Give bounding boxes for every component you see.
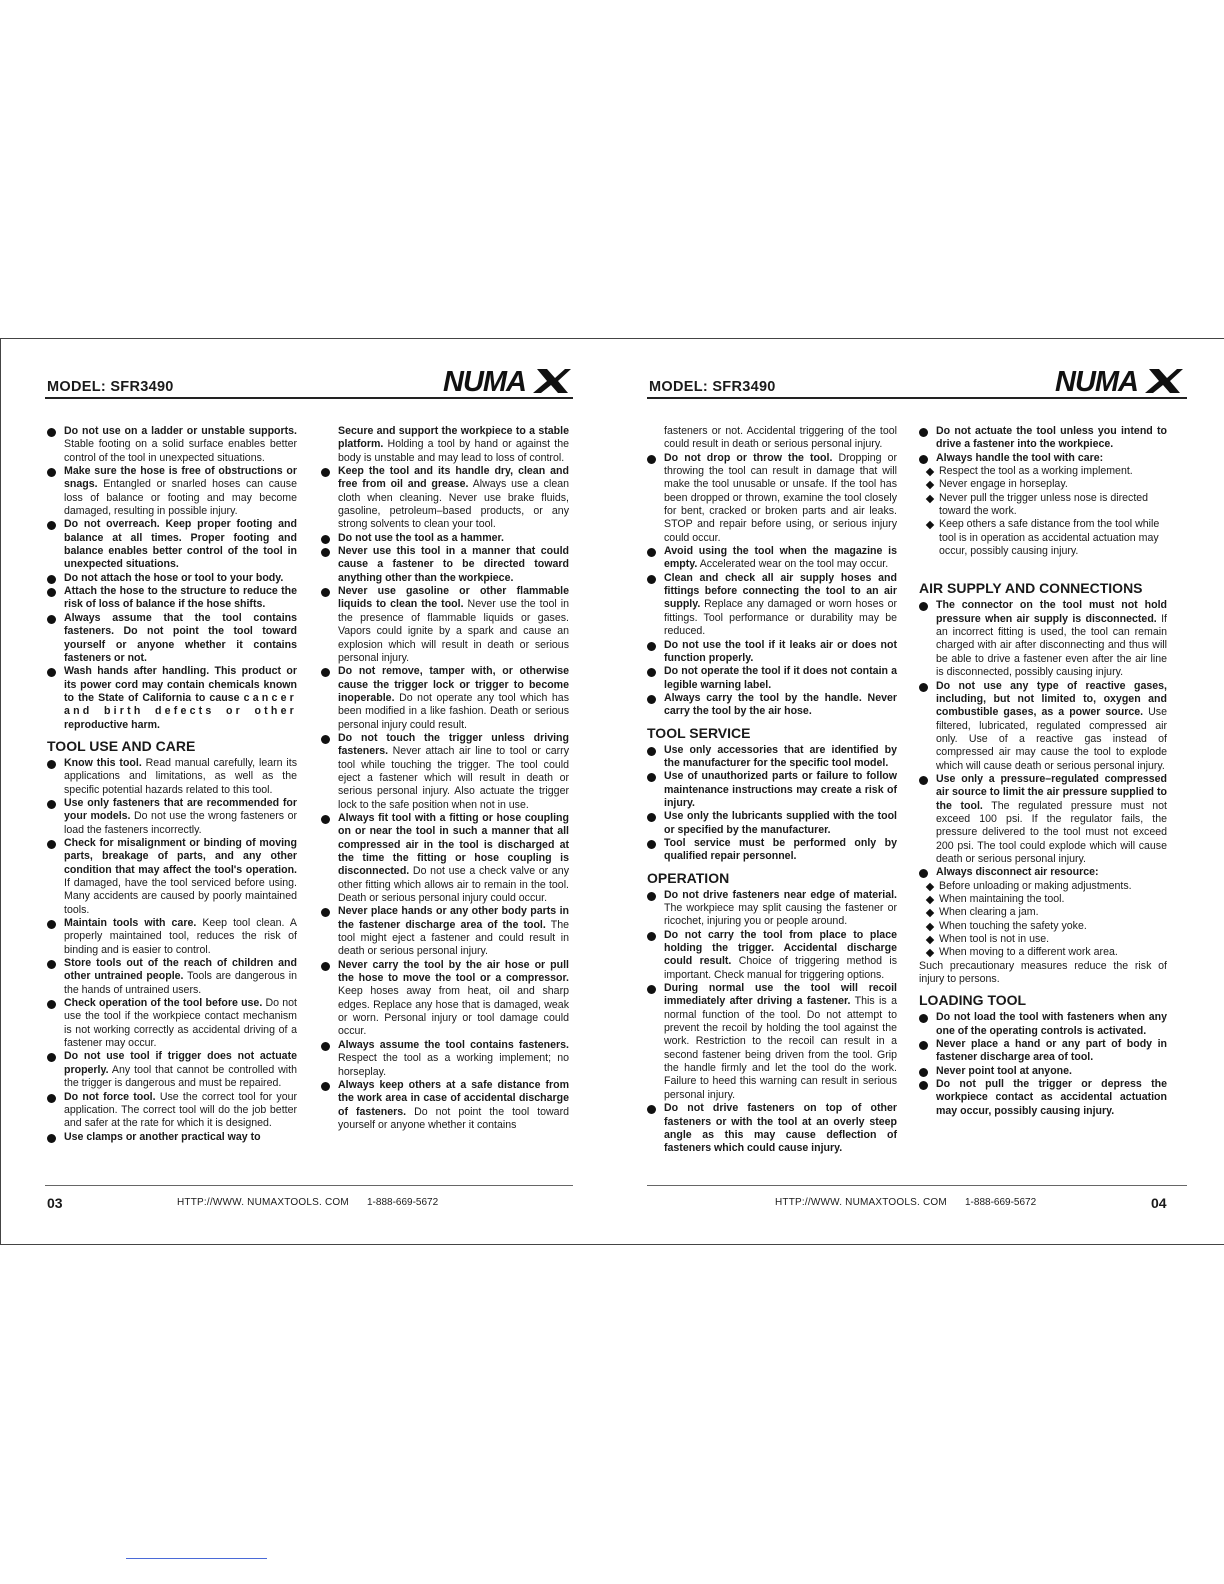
item-title: Do not use on a ladder or unstable supports. [64,425,297,437]
list-item [47,917,297,957]
item-text: Do not operate any tool which has been modified in a like fashion. Death or serious personal injury could result. [338,691,569,731]
item-text: Use the correct tool for your application. The correct tool will do the job better and safer at the rate for which it is designed. [64,1090,298,1130]
item-text: Replace any damaged or worn hoses or fittings. Tool performance or durability may be reduced. [664,598,897,638]
bullet-icon [321,815,330,824]
item-title: Do not actuate the tool unless you intend to drive a fastener into the workpiece. [936,425,1167,451]
item-text: Always use a clean cloth when cleaning. Never use brake fluids, gasoline, petroleum–based products, or any strong solvents to clean your tool. [338,478,569,531]
bullet-icon [919,428,928,437]
item-text: Respect the tool as a working implement; no horseplay. [338,1052,569,1078]
list-item [647,810,897,837]
list-item [47,837,297,917]
bullet-icon [47,1000,56,1009]
list-item [321,732,569,812]
item-text: Any tool that cannot be controlled with the trigger is dangerous and must be repaired. [64,1063,297,1090]
footer-rule [45,1185,573,1186]
item-title: Do not drive fasteners near edge of material. [664,888,897,901]
list-item [919,1078,1167,1118]
bullet-icon [47,800,56,809]
item-text: Choice of triggering method is important. Check manual for triggering options. [664,955,897,981]
list-item [919,1011,1167,1038]
list-item [47,585,297,612]
phone-number: 1-888-669-5672 [965,1197,1037,1208]
website-url: HTTP://WWW. NUMAXTOOLS. COM [177,1197,349,1208]
bullet-icon [321,1082,330,1091]
item-text: Never use the tool in the presence of flammable liquids or gases. Vapors could ignite by a spark and cause an explosion which will result in death or serious personal injury. [338,598,569,664]
item-title: Always fit tool with a fitting or hose coupling on or near the tool in such a manner that all compressed air in the tool is discharged at the time the fitting or hose coupling is disconnected. [338,811,569,878]
item-text: If damaged, have the tool serviced before using. Many accidents are caused by poorly maintained tools. [64,877,297,916]
diamond-bullet-icon [926,909,934,917]
list-item [47,1131,297,1144]
list-item [647,665,897,692]
list-item [47,572,297,585]
precaution-note: Such precautionary measures reduce the risk of injury to persons. [919,959,1167,986]
bullet-icon [919,1014,928,1023]
numax-logo [1053,365,1183,395]
list-item [647,572,897,639]
sub-item [919,465,1167,478]
item-text: Do not use the tool if the workpiece contact mechanism is not working correctly as accidental driving of a fastener may occur. [64,997,297,1050]
sub-item [919,946,1167,959]
bullet-icon [321,548,330,557]
diamond-bullet-icon [926,896,934,904]
diamond-bullet-icon [926,494,934,502]
bullet-icon [919,1068,928,1077]
item-title-end: reproductive harm. [64,718,160,731]
list-item [47,1050,297,1090]
diamond-bullet-icon [926,949,934,957]
list-item [321,1039,569,1079]
bullet-icon [47,428,56,437]
item-title: Always assume the tool contains fasteners. [338,1038,569,1051]
header-rule [647,397,1187,399]
bullet-icon [647,575,656,584]
item-text: Do not use a check valve or any other fitting which allows air to remain in the tool. Death or serious personal injury could occur. [338,865,569,905]
item-text: The workpiece may split causing the fastener or ricochet, injuring you or people around. [664,902,897,928]
list-item [647,744,897,771]
bullet-icon [647,695,656,704]
column-2 [321,425,569,1132]
item-title: Never place hands or any other body parts in the fastener discharge area of the tool. [338,905,569,931]
bullet-icon [47,1094,56,1103]
item-text: Read manual carefully, learn its applications and limitations, as well as the specific potential hazards related to this tool. [64,756,297,796]
diamond-bullet-icon [926,882,934,890]
list-item [321,1079,569,1132]
list-item [47,797,297,837]
bullet-icon [321,908,330,917]
item-title: Always handle the tool with care: [936,451,1104,464]
sub-item-text: When maintaining the tool. [939,893,1065,905]
item-title: Do not force tool. [64,1090,156,1103]
list-item [919,1038,1167,1065]
item-title: Do not carry the tool from place to place holding the trigger. Accidental discharge could result. [664,928,897,968]
item-title: Do not use tool if trigger does not actuate properly. [64,1050,297,1076]
list-item [647,929,897,982]
bullet-icon [647,548,656,557]
list-item [647,639,897,666]
sub-item-text: When touching the safety yoke. [939,919,1087,932]
item-text: Tools are dangerous in the hands of untrained users. [64,970,297,996]
bullet-icon [919,602,928,611]
bullet-icon [919,455,928,464]
item-title: During normal use the tool will recoil immediately after driving a fastener. [664,982,897,1008]
section-heading-tool-use: TOOL USE AND CARE [47,737,196,754]
bullet-icon [321,468,330,477]
list-item [321,465,569,532]
item-title: Do not use the tool if it leaks air or does not function properly. [664,638,897,664]
page-number: 03 [47,1195,63,1211]
section-heading-air-supply: AIR SUPPLY AND CONNECTIONS [919,580,1143,597]
item-text: The regulated pressure must not exceed 100 psi. If the regulator fails, the pressure delivered to the tool must not exceed 200 psi. The tool could explode which will cause death or serious personal injury. [936,799,1167,865]
section-heading-operation: OPERATION [647,869,730,886]
bullet-icon [47,588,56,597]
diamond-bullet-icon [926,936,934,944]
list-item [919,599,1167,679]
list-item [47,665,297,732]
item-title: Wash hands after handling. This product or its power cord may contain chemicals known to the State of California to cause [64,665,297,704]
sub-item [919,893,1167,906]
list-item [47,425,297,465]
item-title: Never place a hand or any part of body in fastener discharge area of tool. [936,1038,1167,1064]
numax-logo [441,365,571,395]
list-item [47,612,297,665]
item-text: This is a normal function of the tool. Do not attempt to prevent the recoil by holding the tool against the work. Restriction to the recoil can result in a second fastener being driven from the tool. Grip the handle firmly and let the tool do the work. Failure to heed this warning can result in serious personal injury. [664,995,897,1101]
link-underline [126,1558,267,1559]
item-text: Holding a tool by hand or against the body is unstable and may lead to loss of control. [338,438,569,464]
bullet-icon [647,985,656,994]
diamond-bullet-icon [926,521,934,529]
list-item [919,680,1167,773]
item-text: Dropping or throwing the tool can result in damage that will make the tool unusable or unsafe. If the tool has been dropped or thrown, examine the tool closely for bent, cracked or broken parts and air leaks. STOP and repair before using, or serious injury could occur. [664,451,897,544]
sub-item [919,906,1167,919]
item-title: Tool service must be performed only by qualified repair personnel. [664,836,897,863]
svg-text:NUMA: NUMA [443,366,526,395]
bullet-icon [647,813,656,822]
footer-rule [647,1185,1187,1186]
item-title: Never use this tool in a manner that could cause a fastener to be directed toward anything other than the workpiece. [338,545,569,584]
item-text: Entangled or snarled hoses can cause loss of balance or footing and may become damaged, resulting in possible injury. [64,478,297,518]
item-title: Always keep others at a safe distance from the work area in case of accidental discharge of fasteners. [338,1078,569,1118]
sub-item-text: Respect the tool as a working implement. [939,465,1133,478]
sub-item [919,933,1167,946]
list-item [47,997,297,1050]
diamond-bullet-icon [926,922,934,930]
item-text: The tool might eject a fastener and could result in death or serious personal injury. [338,918,569,958]
svg-text:NUMA: NUMA [1055,366,1138,395]
bullet-icon [47,1134,56,1143]
item-title: Check operation of the tool before use. [64,997,263,1010]
list-item [647,545,897,572]
item-title: Check for misalignment or binding of moving parts, breakage of parts, and any other condition that may affect the tool's operation. [64,836,297,876]
item-title: Know this tool. [64,756,142,769]
item-text: Stable footing on a solid surface enables better control of the tool in unexpected situations. [64,438,297,464]
item-title: Use only the lubricants supplied with the tool or specified by the manufacturer. [664,810,897,836]
item-title: The connector on the tool must not hold pressure when air supply is disconnected. [936,599,1167,625]
list-item [647,889,897,929]
item-title: Use only accessories that are identified by the manufacturer for the specific tool model. [664,743,897,769]
item-title-spaced: cancer and birth defects or other [64,691,297,718]
item-title: Use clamps or another practical way to [64,1130,261,1143]
list-item [919,866,1167,879]
item-title: Maintain tools with care. [64,917,197,930]
item-title: Always disconnect air resource: [936,866,1099,879]
bullet-icon [919,869,928,878]
item-title: Use of unauthorized parts or failure to follow maintenance instructions may create a risk of injury. [664,770,897,809]
sub-item [919,492,1167,519]
diamond-bullet-icon [926,468,934,476]
sub-item [919,920,1167,933]
bullet-icon [47,615,56,624]
item-title: Do not overreach. Keep proper footing and balance at all times. Proper footing and balance enables better control of the tool in unexpected situations. [64,518,297,571]
bullet-icon [47,521,56,530]
list-item [47,1091,297,1131]
list-item [647,837,897,864]
item-title: Avoid using the tool when the magazine is empty. [664,545,897,571]
list-item [47,518,297,571]
item-title: Do not attach the hose or tool to your body. [64,571,284,584]
manual-spread [0,338,1224,1245]
list-item [919,452,1167,465]
item-text: Keep tool clean. A properly maintained tool, reduces the risk of binding and is easier to control. [64,917,297,956]
list-item-continued [647,425,897,452]
item-title: Do not drop or throw the tool. [664,451,833,464]
list-item [321,665,569,732]
bullet-icon [919,683,928,692]
list-item [47,465,297,518]
sub-item-text: Never engage in horseplay. [939,478,1068,491]
list-item [919,425,1167,452]
item-title: Do not operate the tool if it does not contain a legible warning label. [664,665,897,691]
bullet-icon [321,668,330,677]
bullet-icon [647,840,656,849]
bullet-icon [919,776,928,785]
list-item [47,957,297,997]
bullet-icon [647,642,656,651]
list-item [321,812,569,905]
page-04 [613,339,1224,1246]
bullet-icon [647,773,656,782]
item-title: Never use gasoline or other flammable liquids to clean the tool. [338,585,569,611]
list-item [321,585,569,665]
item-title: Never carry the tool by the air hose or pull the hose to move the tool or a compressor. [338,958,569,985]
list-item [647,982,897,1102]
item-title: Do not use the tool as a hammer. [338,531,505,544]
page-number: 04 [1151,1195,1167,1211]
bullet-icon [321,588,330,597]
item-text: Do not point the tool toward yourself or anyone whether it contains [338,1105,569,1131]
bullet-icon [47,920,56,929]
list-item [47,757,297,797]
bullet-icon [647,455,656,464]
bullet-icon [647,1105,656,1114]
item-title: Always carry the tool by the handle. Never carry the tool by the air hose. [664,691,897,718]
bullet-icon [47,840,56,849]
list-item [647,770,897,810]
bullet-icon [647,668,656,677]
item-title: Do not load the tool with fasteners when any one of the operating controls is activated. [936,1011,1167,1037]
bullet-icon [321,535,330,544]
list-item [321,532,569,545]
model-label: MODEL: SFR3490 [649,379,776,395]
list-item-continued [321,425,569,465]
item-title: Always assume that the tool contains fasteners. Do not point the tool toward yourself or anyone whether it contains fasteners or not. [64,611,297,664]
item-title: Never point tool at anyone. [936,1064,1072,1077]
sub-item-text: When moving to a different work area. [939,946,1118,959]
bullet-icon [919,1041,928,1050]
list-item [321,959,569,1039]
sub-item [919,518,1167,558]
item-title: Secure and support the workpiece to a stable platform. [338,425,569,451]
list-item [647,692,897,719]
bullet-icon [47,668,56,677]
bullet-icon [47,1053,56,1062]
item-title: Use only a pressure–regulated compressed air source to limit the air pressure supplied to the tool. [936,772,1167,812]
page-03 [1,339,613,1246]
sub-item-text: Never pull the trigger unless nose is directed toward the work. [939,491,1149,518]
list-item [321,905,569,958]
item-text: Never attach air line to tool or carry tool while touching the trigger. The tool could eject a fastener which will result in death or serious personal injury. Also actuate the trigger lock to the safe position when not in use. [338,745,569,811]
column-3 [647,425,897,1156]
column-1 [47,425,297,1144]
bullet-icon [919,1081,928,1090]
bullet-icon [321,1042,330,1051]
item-title: Do not touch the trigger unless driving fasteners. [338,731,569,758]
item-text: Do not use the wrong fasteners or load the fasteners incorrectly. [64,810,297,836]
item-text: If an incorrect fitting is used, the tool can remain charged with air after disconnecting and thus will be able to drive a fastener even after the air line is disconnected, possibly causing injury. [936,612,1167,679]
header-rule [45,397,573,399]
item-title: Keep the tool and its handle dry, clean and free from oil and grease. [338,465,569,491]
bullet-icon [321,962,330,971]
section-heading-tool-service: TOOL SERVICE [647,724,751,741]
item-title: Do not drive fasteners on top of other fasteners or with the tool at an overly steep angle as this may cause deflection of fasteners which could cause injury. [664,1102,897,1155]
bullet-icon [321,735,330,744]
sub-item [919,880,1167,893]
item-title: Make sure the hose is free of obstructions or snags. [64,465,297,491]
sub-item-text: When clearing a jam. [939,906,1039,919]
diamond-bullet-icon [926,481,934,489]
item-title: Do not pull the trigger or depress the workpiece contact as accidental actuation may occur, possibly causing injury. [936,1078,1167,1117]
sub-item-text: Before unloading or making adjustments. [939,879,1132,892]
website-url: HTTP://WWW. NUMAXTOOLS. COM [775,1197,947,1208]
item-title: Clean and check all air supply hoses and fittings before connecting the tool to an air supply. [664,571,897,611]
list-item [919,1065,1167,1078]
list-item [321,545,569,585]
sub-item [919,478,1167,491]
item-title: Use only fasteners that are recommended for your models. [64,796,297,823]
item-title: Do not remove, tamper with, or otherwise cause the trigger lock or trigger to become inoperable. [338,665,569,704]
item-title: Store tools out of the reach of children and other untrained people. [64,957,297,983]
phone-number: 1-888-669-5672 [367,1197,439,1208]
item-text: Keep hoses away from heat, oil and sharp edges. Replace any hose that is damaged, weak or worn. Personal injury or tool damage could occur. [338,985,569,1038]
bullet-icon [47,575,56,584]
bullet-icon [47,468,56,477]
bullet-icon [47,960,56,969]
list-item [919,773,1167,866]
list-item [647,1102,897,1155]
column-4 [919,425,1167,1118]
model-label: MODEL: SFR3490 [47,379,174,395]
sub-item-text: Keep others a safe distance from the tool while tool is in operation as accidental actuation may occur, possibly causing injury. [939,518,1160,558]
section-heading-loading-tool: LOADING TOOL [919,992,1027,1009]
item-text: fasteners or not. Accidental triggering of the tool could result in death or serious personal injury. [664,425,897,451]
bullet-icon [47,760,56,769]
item-title: Do not use any type of reactive gases, including, but not limited to, oxygen and combustible gases, as a power source. [936,679,1167,719]
bullet-icon [647,747,656,756]
bullet-icon [647,932,656,941]
item-text: Accelerated wear on the tool may occur. [697,558,889,571]
sub-item-text: When tool is not in use. [939,933,1050,946]
item-title: Attach the hose to the structure to reduce the risk of loss of balance if the hose shifts. [64,585,297,611]
item-text: Use filtered, lubricated, regulated compressed air only. Use of a reactive gas instead of compressed air may cause the tool to explode which will cause death or serious personal injury. [936,706,1167,772]
list-item [647,452,897,545]
bullet-icon [647,892,656,901]
